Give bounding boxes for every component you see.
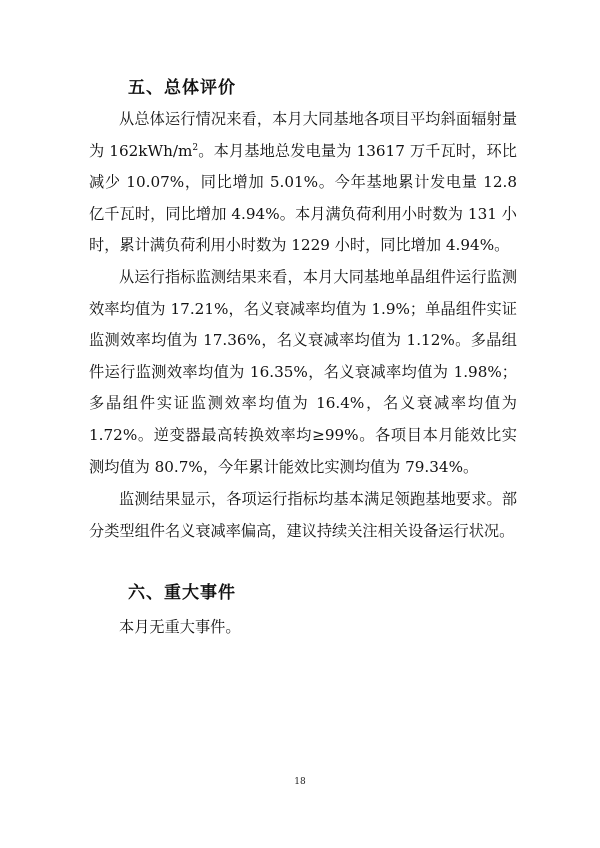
section-5-paragraph-2: 从运行指标监测结果来看，本月大同基地单晶组件运行监测效率均值为 17.21%，名义衰减率均值为 1.9%；单晶组件实证监测效率均值为 17.36%，名义衰减率均值为 1.12%。多晶组件运行监测效率均值为 16.35%，名义衰减率均值为 1.98%；多晶组件实证监测效率均值为 16.4%，名义衰减率均值为 1.72%。逆变器最高转换效率均≥99%。各项目本月能效比实测均值为 80.7%，今年累计能效比实测均值为 79.34%。 xyxy=(89,268,517,476)
section-5-paragraph-1 xyxy=(89,104,517,262)
page-number: 18 xyxy=(294,777,306,787)
paragraph-1-text-a: 从总体运行情况来看，本月大同基地各项目平均斜面辐射量为 162kWh/m xyxy=(89,110,517,160)
superscript-2: 2 xyxy=(192,142,199,153)
section-6-heading: 六、重大事件 xyxy=(128,583,236,603)
section-6-paragraph-1: 本月无重大事件。 xyxy=(119,618,241,636)
paragraph-1-text-b: 。本月基地总发电量为 13617 万千瓦时，环比减少 10.07%，同比增加 5.01%。今年基地累计发电量 12.8 亿千瓦时，同比增加 4.94%。本月满负荷利用小时数为 131 小时，累计满负荷利用小时数为 1229 小时，同比增加 4.94%。 xyxy=(89,141,517,255)
section-5-paragraph-3: 监测结果显示，各项运行指标均基本满足领跑基地要求。部分类型组件名义衰减率偏高，建议持续关注相关设备运行状况。 xyxy=(89,490,517,540)
section-5-heading: 五、总体评价 xyxy=(128,78,236,98)
